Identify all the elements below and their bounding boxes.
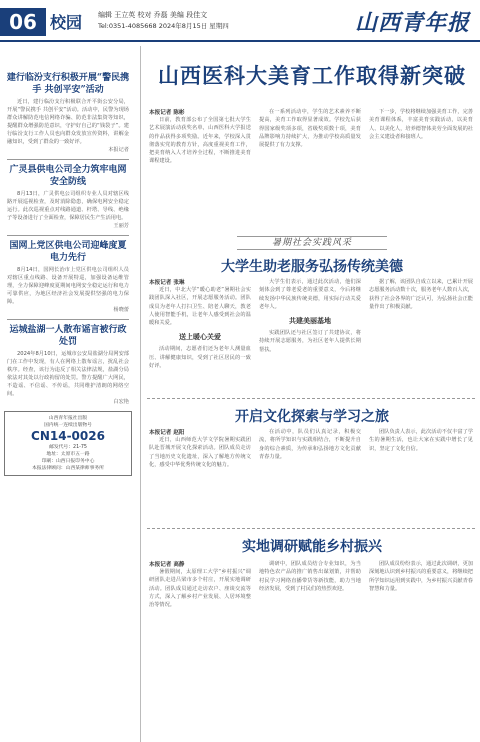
editors-line: 编辑 王立英 校对 乔磊 美编 段佳文 [98,11,208,19]
article-headline: 大学生助老服务弘扬传统美德 [221,259,403,275]
article-column [369,108,473,141]
article-column [259,428,361,461]
info-line: 印刷：山西日报印务中心 [41,459,95,464]
article-column [259,560,361,593]
divider [7,235,129,236]
article-title: 运城盐湖一人散布谣言被行政处罚 [9,325,127,347]
info-code: CN14-0026 [31,429,105,443]
byline: 本报记者 陈彬 [149,110,185,116]
article-body: 在一系列活动中，学生的艺术素养不断提高，美育工作取得显著成效。学校先后获得国家级奖项多项，省级奖项数十项，美育品牌影响力持续扩大，为推动学校高质量发展提供了有力支撑。 [259,109,361,149]
article-body: 活动期间，志愿者们还为老年人测量血压、讲解健康知识，受到了社区居民的一致好评。 [149,346,251,370]
page-number: 06 [0,8,46,36]
section-name: 校园 [50,13,83,32]
info-line: 山西青年报社出版 [48,416,88,421]
divider [7,319,129,320]
divider [7,159,129,160]
info-line: 国内统一连续出版物号 [44,423,92,428]
article-headline: 实地调研赋能乡村振兴 [242,539,382,555]
article-body: 2024年8月10日，运城市公安局盐湖分局网安部门在工作中发现，有人在网络上散布谣言，扰乱社会秩序。经查，该行为违反了相关法律法规，盐湖分局依法对其处以行政拘留的处罚。警方提醒广大网民，不造谣、不信谣、不传谣，共同维护清朗的网络空间。 [7,351,129,397]
article-column [369,278,473,311]
article-body: 日前，教育部公布了全国第七批大学生艺术展演活动获奖名单，山西医科大学报送的作品获得多项奖励。近年来，学校深入贯彻落实党的教育方针，高度重视美育工作，把美育纳入人才培养全过程，不断推进美育课程建设。 [149,117,251,165]
info-line: 地址：太原市五一路 [46,452,90,457]
info-line: 本报法律顾问：山西某律师事务所 [32,466,104,471]
article-body: 近日，山西师范大学文学院暑期实践团队赴晋城开展文化探索活动。团队成员走访了当地历史文化遗址，深入了解地方传统文化，感受中华优秀传统文化的魅力。 [149,437,251,468]
article-column [259,278,361,354]
article-body: 据了解，该团队自成立以来，已累计开展志愿服务活动数十次，服务老年人数百人次，获得了社会各界的广泛认可，为弘扬社会正能量作出了积极贡献。 [369,279,473,310]
article-body: 团队负责人表示，此次活动不仅丰富了学生的暑期生活，也让大家在实践中增长了见识，坚定了文化自信。 [369,429,473,452]
article-column [369,428,473,453]
byline: 本报记者 赵阳 [149,430,185,436]
byline: 本报记者 高静 [149,562,185,568]
article-author: 杨晓蕾 [113,307,129,313]
section-divider [147,398,475,399]
masthead [0,0,480,42]
section-divider [147,528,475,529]
article-column [149,108,251,166]
contact-line: Tel:0351-4085668 2024年8月15日 星期四 [98,22,229,30]
article-headline: 开启文化探索与学习之旅 [235,409,389,425]
article-title: 广灵县供电公司全力筑牢电网安全防线 [9,165,127,187]
article-body: 调研中，团队成员结合专业知识，为当地特色农产品的推广销售出谋划策，并帮助村民学习网络直播带货等新技能，助力当地经济发展，受到了村民们的热烈欢迎。 [259,561,361,592]
article-body: 下一步，学校将继续加强美育工作，完善美育课程体系，丰富美育实践活动，以美育人、以美化人，培养德智体美劳全面发展的社会主义建设者和接班人。 [369,109,473,140]
sub-heading: 送上暖心关爱 [179,333,221,342]
article-column [259,108,361,149]
article-column [149,560,251,609]
article-column [149,428,251,469]
article-body: 在活动中，队员们认真记录，积极交流，将所学知识与实践相结合，不断提升自身的综合素质，为传承和弘扬地方文化贡献青春力量。 [259,429,361,460]
article-body: 8月14日，国网长治市上党区供电公司组织人员对辖区重点线路、设备开展特巡，加强设备运维管理，全力保障迎峰度夏期间电网安全稳定运行和电力可靠供应，为地区经济社会发展提供坚强的电力保障。 [7,267,129,305]
newspaper-logo: 山西青年报 [354,10,470,36]
article-column [149,278,251,370]
article-title: 建行临汾支行积极开展“警民携手 共创平安”活动 [6,73,130,95]
article-author: 本报记者 [108,147,129,153]
byline: 本报记者 张琳 [149,280,185,286]
article-body: 暑假期间，太原理工大学“乡村振兴”调研团队走进吕梁市多个村庄，开展实地调研活动。团队成员通过走访农户、座谈交流等方式，深入了解乡村产业发展、人居环境整治等情况。 [149,569,251,609]
left-column [0,46,136,742]
section-ribbon: 暑期社会实践风采 [237,236,387,250]
sub-heading: 共建美丽基地 [289,317,331,326]
article-body: 团队成员纷纷表示，通过此次调研，更加深刻地认识到乡村振兴的重要意义，将继续把所学知识运用到实践中，为乡村振兴贡献青春智慧和力量。 [369,561,473,592]
article-body: 大学生们表示，通过此次活动，他们深刻体会到了尊老爱老的重要意义，今后将继续发扬中华民族传统美德，用实际行动关爱老年人。 [259,279,361,310]
article-author: 白宏艳 [113,399,129,405]
main-headline: 山西医科大美育工作取得新突破 [158,63,466,88]
article-body: 近日，中北大学“暖心助老”暑期社会实践团队深入社区，开展志愿服务活动。团队成员为老年人打扫卫生、陪老人聊天，教老人使用智能手机，让老年人感受到社会的温暖和关爱。 [149,287,251,327]
article-body: 8月13日，广灵供电公司组织专业人员对辖区线路开展巡视检查，及时消除隐患，确保电网安全稳定运行。此次巡视重点对线路通道、杆塔、导线、绝缘子等设备进行了全面检查，保障居民生产生活用电。 [7,191,129,221]
article-author: 王丽芳 [113,223,129,229]
main-area [140,46,480,742]
publication-info-box [4,411,132,476]
article-title: 国网上党区供电公司迎峰度夏 电力先行 [9,241,127,263]
info-line: 邮发代号：21-75 [49,445,87,450]
article-body: 近日，建行临汾支行积极联合开平街公安分局，开展“警民携手 共创平安”活动。活动中，民警为现场群众讲解防范电信网络诈骗、防范非法集资等知识，提醒群众增强防范意识，守护好自己的“钱袋子”。建行临汾支行工作人员也向群众发放宣传资料，讲解金融知识，受到了群众的一致好评。 [7,99,129,145]
article-body: 实践团队还与社区签订了共建协议，将持续开展志愿服务，为社区老年人提供长期帮扶。 [259,330,361,353]
article-column [369,560,473,593]
